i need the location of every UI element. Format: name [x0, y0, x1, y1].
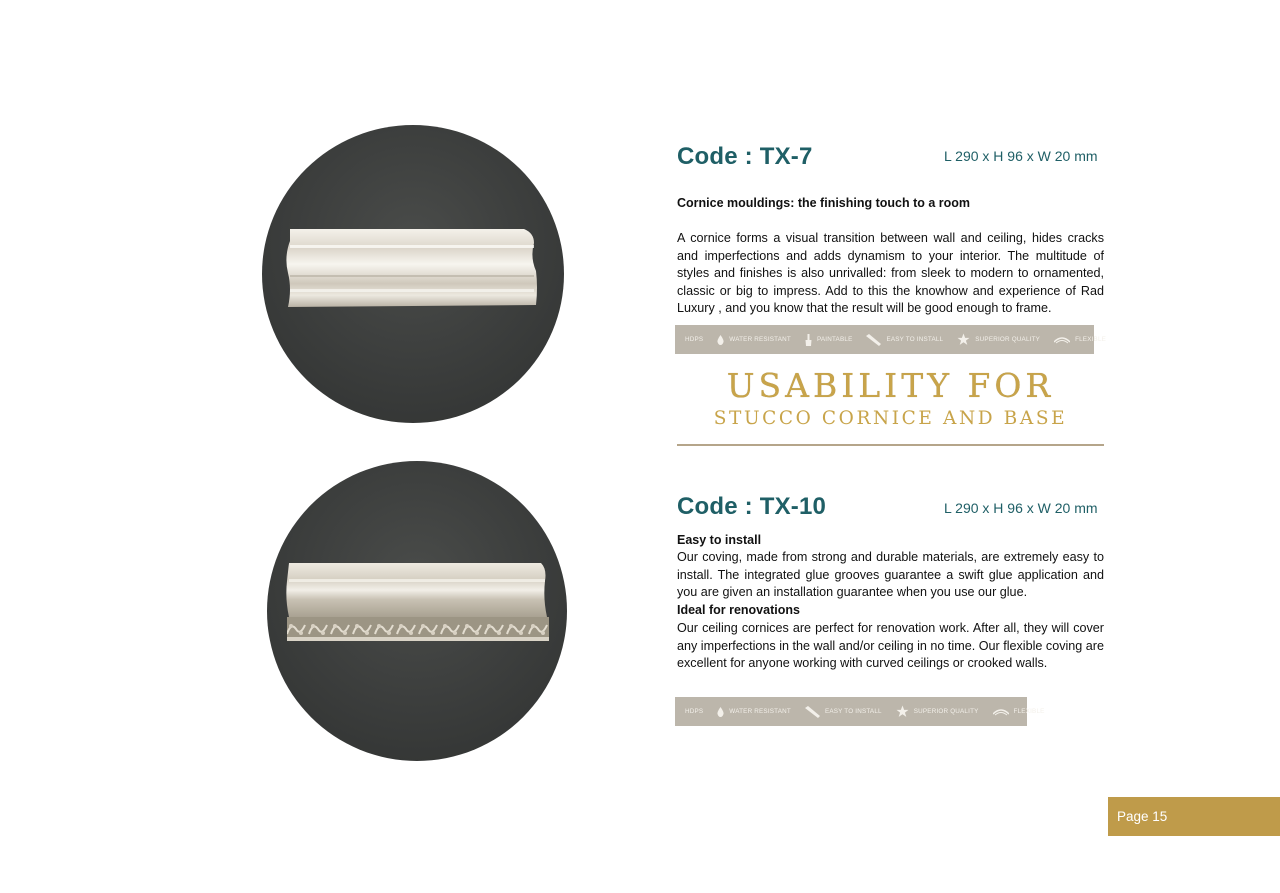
feature-easy-to-install — [866, 334, 943, 346]
divider — [677, 444, 1104, 446]
star-icon — [896, 705, 909, 718]
product-dimensions: L 290 x H 96 x W 20 mm — [944, 148, 1098, 164]
paragraph-easy-install: Our coving, made from strong and durable materials, are extremely easy to install. The integrated glue grooves guarantee a swift glue application and you are given an installation guarantee when you use our glue. — [677, 550, 1104, 599]
feature-superior-quality — [896, 705, 979, 718]
product-subheading: Cornice mouldings: the finishing touch to a room — [677, 196, 971, 210]
feature-superior-quality — [957, 333, 1040, 346]
feature-label: WATER RESISTANT — [729, 708, 791, 715]
feature-water-resistant — [717, 335, 791, 345]
star-icon — [957, 333, 970, 346]
usability-banner — [677, 366, 1104, 432]
water-drop-icon — [717, 335, 724, 345]
feature-flexible — [993, 708, 1045, 716]
feature-label: FLEXIBLE — [1075, 336, 1107, 343]
feature-hdps — [685, 336, 703, 343]
paint-brush-icon — [805, 334, 812, 346]
section-heading-easy-install: Easy to install — [677, 533, 762, 547]
banner-line2: STUCCO CORNICE AND BASE — [713, 408, 1068, 429]
feature-bar-tx10 — [675, 697, 1045, 726]
flexible-icon — [993, 708, 1009, 716]
feature-hdps — [685, 708, 703, 715]
feature-label: SUPERIOR QUALITY — [975, 336, 1041, 343]
feature-water-resistant — [717, 707, 791, 717]
saw-icon — [805, 706, 820, 718]
feature-easy-to-install — [805, 706, 882, 718]
paragraph-renovations: Our ceiling cornices are perfect for renovation work. After all, they will cover any imperfections in the wall and/or ceiling in no time. Our flexible coving are excellent for anyone working with curved ceilings or crooked walls. — [677, 621, 1105, 670]
banner-line1: USABILITY FOR — [726, 366, 1055, 405]
feature-label: HDPS — [685, 708, 704, 715]
feature-flexible — [1054, 336, 1106, 344]
feature-label: EASY TO INSTALL — [824, 708, 882, 715]
feature-label: SUPERIOR QUALITY — [913, 708, 979, 715]
moulding-tx10-image — [285, 559, 551, 645]
product-image-tx10 — [267, 461, 567, 761]
product-code-title: Code : TX-7 — [677, 143, 813, 170]
feature-paintable — [805, 334, 853, 346]
page-number: Page 15 — [1117, 809, 1168, 824]
feature-label: PAINTABLE — [816, 336, 853, 343]
flexible-icon — [1054, 336, 1070, 344]
product-dimensions: L 290 x H 96 x W 20 mm — [944, 500, 1098, 516]
feature-label: WATER RESISTANT — [729, 336, 791, 343]
product-code-title: Code : TX-10 — [677, 493, 827, 520]
feature-label: HDPS — [685, 336, 704, 343]
section-heading-renovations: Ideal for renovations — [677, 603, 800, 617]
product-image-tx7 — [262, 125, 564, 423]
water-drop-icon — [717, 707, 724, 717]
feature-label: FLEXIBLE — [1013, 708, 1045, 715]
product-description: A cornice forms a visual transition between wall and ceiling, hides cracks and imperfections and adds dynamism to your interior. The multitude of styles and finishes is also unrivalled: from sleek to modern to ornamented, classic or big to impress. Add to this the knowhow and experience of Rad Luxury , and you know that the result will be good enough to frame. — [677, 231, 1104, 315]
feature-label: EASY TO INSTALL — [886, 336, 944, 343]
saw-icon — [866, 334, 881, 346]
feature-bar-tx7 — [675, 325, 1107, 354]
page-number-tab — [1108, 797, 1280, 836]
moulding-tx7-image — [286, 227, 542, 311]
